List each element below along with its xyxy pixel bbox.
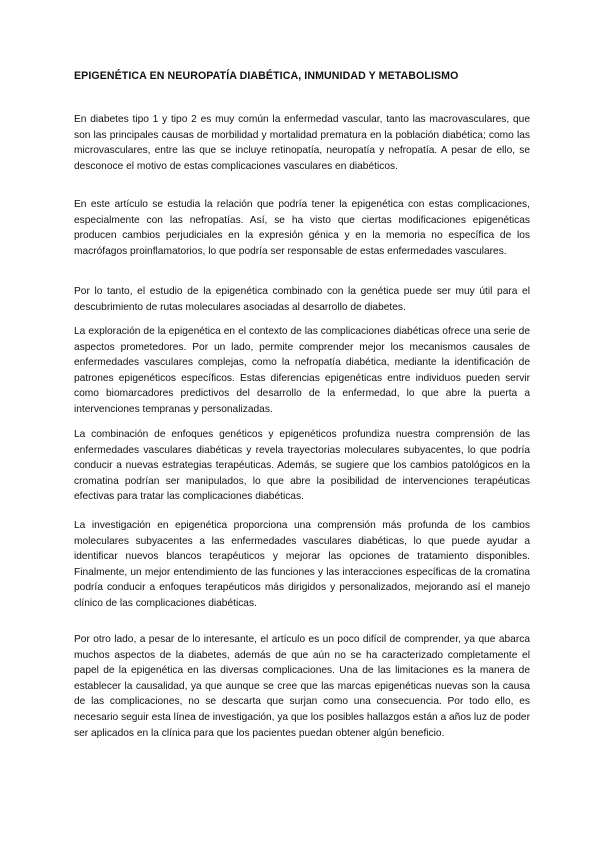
paragraph-3: Por lo tanto, el estudio de la epigenética combinado con la genética puede ser muy útil para el descubrimiento de rutas moleculares asociadas al desarrollo de diabetes.: [74, 286, 530, 313]
paragraph-6: La investigación en epigenética proporciona una comprensión más profunda de los cambios moleculares subyacentes a las enfermedades vasculares diabéticas, lo que puede ayudar a identificar nuevos blancos terapéuticos y mejorar las opciones de tratamiento disponibles. Finalmente, un mejor entendimiento de las funciones y las interacciones específicas de la cromatina podría conducir a enfoques terapéuticos más dirigidos y personalizados, mejorando así el manejo clínico de las complicaciones diabéticas.: [74, 520, 530, 609]
paragraph-2: En este artículo se estudia la relación que podría tener la epigenética con estas complicaciones, especialmente con las nefropatías. Así, se ha visto que ciertas modificaciones epigenéticas producen cambios perjudiciales en la expresión génica y en la memoria no específica de los macrófagos proinflamatorios, lo que podría ser responsable de estas enfermedades vasculares.: [74, 199, 530, 257]
paragraph-4: La exploración de la epigenética en el contexto de las complicaciones diabéticas ofrece una serie de aspectos prometedores. Por un lado, permite comprender mejor los mecanismos causales de enfermedades vasculares complejas, como la nefropatía diabética, mediante la identificación de patrones epigenéticos específicos. Estas diferencias epigenéticas entre individuos pueden servir como biomarcadores predictivos del desarrollo de la enfermedad, lo que abre la puerta a intervenciones tempranas y personalizadas.: [74, 326, 530, 415]
paragraph-5: La combinación de enfoques genéticos y epigenéticos profundiza nuestra comprensión de las enfermedades vasculares diabéticas y revela trayectorias moleculares subyacentes, lo que podría conducir a nuevas estrategias terapéuticas. Además, se sugiere que los cambios patológicos en la cromatina podrían ser manipulados, lo que abre la posibilidad de intervenciones terapéuticas efectivas para tratar las complicaciones diabéticas.: [74, 429, 530, 503]
document-title: EPIGENÉTICA EN NEUROPATÍA DIABÉTICA, INMUNIDAD Y METABOLISMO: [74, 70, 459, 82]
paragraph-1: En diabetes tipo 1 y tipo 2 es muy común la enfermedad vascular, tanto las macrovasculares, que son las principales causas de morbilidad y mortalidad prematura en la población diabética; como las microvasculares, entre las que se incluye retinopatía, neuropatía y nefropatía. A pesar de ello, se desconoce el motivo de estas complicaciones vasculares en diabéticos.: [74, 114, 530, 172]
paragraph-7: Por otro lado, a pesar de lo interesante, el artículo es un poco difícil de comprender, ya que abarca muchos aspectos de la diabetes, además de que aún no se ha caracterizado completamente el papel de la epigenética en las diversas complicaciones. Una de las limitaciones es la manera de establecer la causalidad, ya que aunque se cree que las marcas epigenéticas nuevas son la causa de las complicaciones, no se descarta que surjan como una consecuencia. Por todo ello, es necesario seguir esta línea de investigación, ya que los posibles hallazgos están a años luz de poder ser aplicados en la clínica para que los pacientes puedan obtener algún beneficio.: [74, 634, 530, 739]
